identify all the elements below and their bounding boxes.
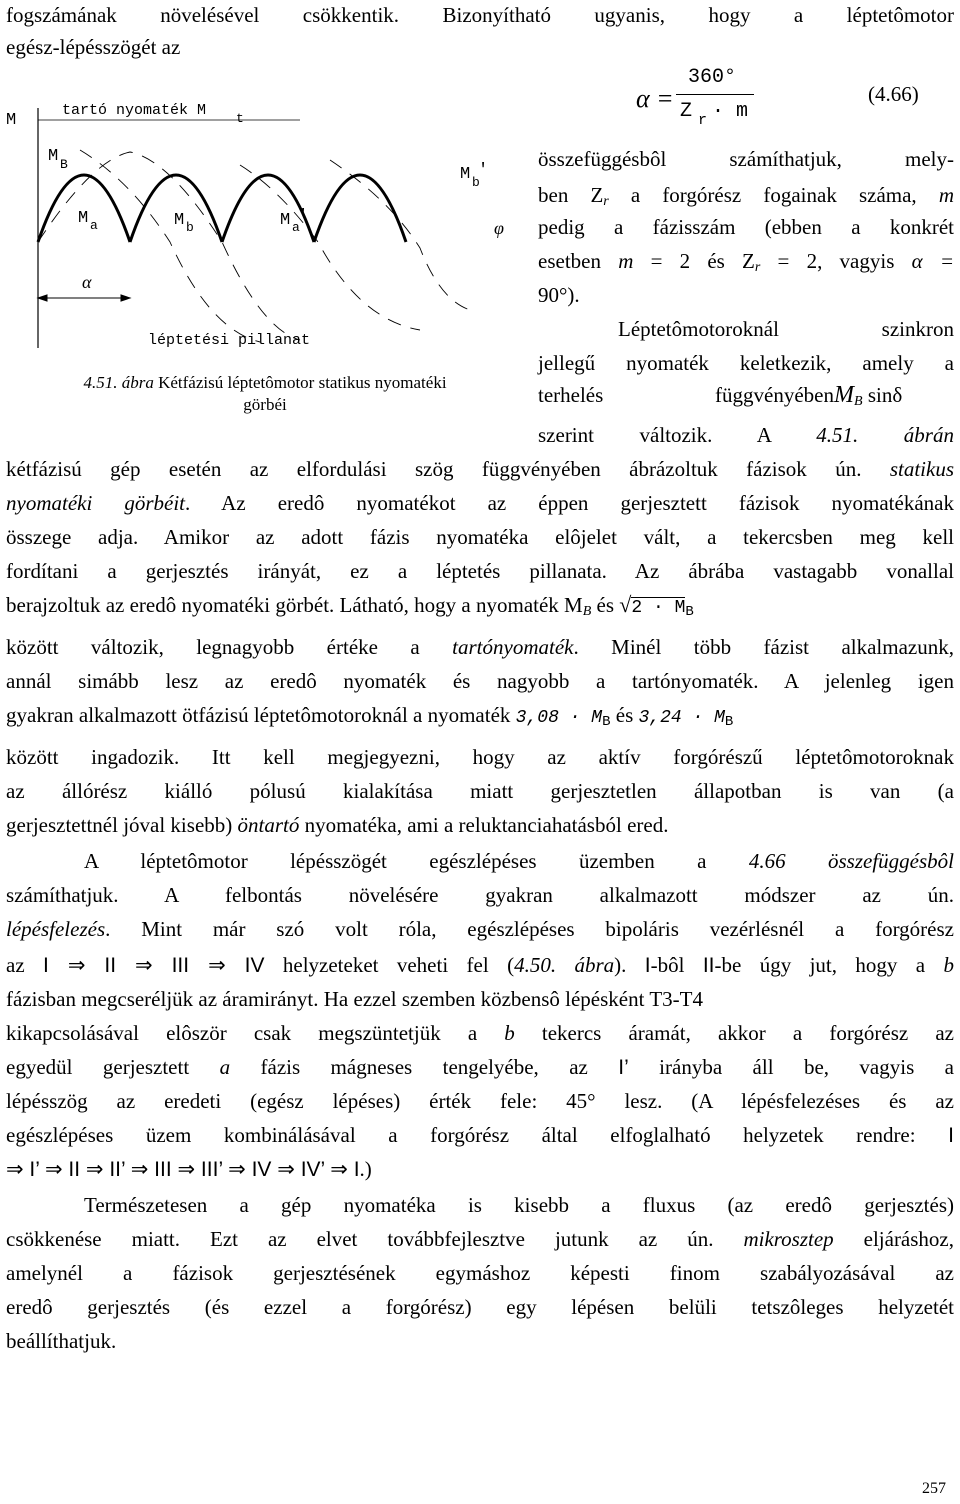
text-line: amelynél a fázisok gerjesztésének egymáshoz képesti finom szabályozásával az xyxy=(6,1261,954,1285)
text-line: Természetesen a gép nyomatéka is kisebb a fluxus (az eredô gerjesztés) xyxy=(84,1193,954,1217)
phase-curve-a-prime xyxy=(240,165,420,330)
label-ma-prime-sub: a xyxy=(292,220,300,235)
text-line: kikapcsolásával elôször csak megszüntetjük a b tekercs áramát, akkor a forgórész az xyxy=(6,1021,954,1045)
text-line: számíthatjuk. A felbontás növelésére gyakran alkalmazott módszer az ún. xyxy=(6,883,954,907)
step-instant-label: léptetési pillanat xyxy=(148,332,311,349)
figure-caption xyxy=(0,372,530,416)
label-mb: M xyxy=(48,147,59,166)
text-line: nyomatéki görbéit. Az eredô nyomatékot az éppen gerjesztett fázisok nyomatékának xyxy=(6,491,954,515)
text-line: összege adja. Amikor az adott fázis nyomatéka elôjelet vált, a tekercsben meg kell xyxy=(6,525,954,549)
text-line: kétfázisú gép esetén az elfordulási szög függvényében ábrázoltuk fázisok ún. statikus xyxy=(6,457,954,481)
text-line: gyakran alkalmazott ötfázisú léptetômotoroknál a nyomaték $3,08 \cdot M_B$ és $3,24 \cdot M_B$ xyxy=(6,703,734,730)
holding-torque-label: tartó nyomaték M xyxy=(62,102,207,119)
text-line: egyedül gerjesztett a fázis mágneses tengelyébe, az I’ irányba áll be, vagyis a xyxy=(6,1055,954,1079)
text-line: fázisban megcseréljük az áramirányt. Ha ezzel szemben közbensô lépésként T3-T4 xyxy=(6,987,703,1011)
text-line: között ingadozik. Itt kell megjegyezni, hogy az aktív forgórészű léptetômotoroknak xyxy=(6,745,954,769)
formula-den-m: · m xyxy=(712,100,749,123)
label-ma-prime: M xyxy=(280,211,291,230)
label-mb-prime-sub: b xyxy=(472,175,480,190)
text-line: eredô gerjesztés (és ezzel a forgórész) egy lépésen belüli tetszôleges helyzetét xyxy=(6,1295,954,1319)
phase-curve-b-prime xyxy=(330,160,470,310)
text-line: ⇒ I’ ⇒ II ⇒ II’ ⇒ III ⇒ III’ ⇒ IV ⇒ IV’ ⇒ I.) xyxy=(6,1157,372,1181)
label-mb-prime-mark: ' xyxy=(478,161,489,180)
label-mb-phase: M xyxy=(174,211,185,230)
text-line: lépésfelezés. Mint már szó volt róla, egészlépéses bipoláris vezérlésnél a forgórész xyxy=(6,917,954,941)
resultant-arch-2 xyxy=(130,175,222,242)
axis-label-m: M xyxy=(6,111,17,130)
torque-curve-figure xyxy=(0,90,530,360)
resultant-arch-4 xyxy=(314,175,406,242)
label-mb-prime: M xyxy=(460,165,471,184)
caption-text-2: görbéi xyxy=(243,395,287,414)
angle-phi-label: φ xyxy=(494,218,504,238)
text-line: Léptetômotoroknál szinkron xyxy=(618,317,954,341)
caption-text: Kétfázisú léptetômotor statikus nyomatéki xyxy=(158,373,447,392)
label-ma-sub: a xyxy=(90,218,98,233)
text-line: fogszámának növelésével csökkentik. Bizonyítható ugyanis, hogy a léptetômotor xyxy=(6,3,954,27)
formula-den-r: r xyxy=(698,112,708,129)
label-mb-sub: B xyxy=(60,157,68,172)
text-line: egész-lépésszögét az xyxy=(6,35,181,59)
equation-number: (4.66) xyxy=(868,82,919,106)
formula-lhs: α = xyxy=(636,84,674,113)
text-line: terhelés függvényébenM$_B$ sinδ xyxy=(538,382,903,409)
text-line: egészlépéses üzem kombinálásával a forgórész által elfoglalható helyzetek rendre: I xyxy=(6,1123,954,1147)
text-line: annál simább lesz az eredô nyomaték és nagyobb a tartónyomaték. A jelenleg igen xyxy=(6,669,954,693)
text-line: fordítani a gerjesztés irányát, ez a léptetés pillanata. Az ábrába vastagabb vonallal xyxy=(6,559,954,583)
text-line: berajzoltuk az eredô nyomatéki görbét. Látható, hogy a nyomaték $M_B$ és $√2 \cdot M_B$ xyxy=(6,592,694,620)
text-line: lépésszög az eredeti (egész lépéses) érték fele: 45° lesz. (A lépésfelezéses és az xyxy=(6,1089,954,1113)
text-line: szerint változik. A 4.51. ábrán xyxy=(538,423,954,447)
label-mb-phase-sub: b xyxy=(186,220,194,235)
text-line: között változik, legnagyobb értéke a tartónyomaték. Minél több fázist alkalmazunk, xyxy=(6,635,954,659)
formula-numerator: 360° xyxy=(688,66,737,89)
holding-torque-label-sub: t xyxy=(236,111,244,126)
fraction-bar xyxy=(676,94,754,95)
text-line: ben $Z_r$ a forgórész fogainak száma, m xyxy=(538,183,954,209)
caption-number: 4.51. ábra xyxy=(83,373,154,392)
formula-den-z: Z xyxy=(680,100,693,123)
arrow-head xyxy=(38,295,47,301)
arrow-head xyxy=(121,295,130,301)
text-line: beállíthatjuk. xyxy=(6,1329,117,1353)
text-line: az állórész kiálló pólusú kialakítása miatt gerjesztetlen állapotban is van (a xyxy=(6,779,954,803)
text-line: A léptetômotor lépésszögét egészlépéses üzemben a 4.66 összefüggésbôl xyxy=(84,849,954,873)
phase-curve-b xyxy=(80,150,260,342)
text-line: az I ⇒ II ⇒ III ⇒ IV helyzeteket veheti fel (4.50. ábra). I-bôl II-be úgy jut, hogy a b xyxy=(6,953,954,977)
text-line: esetben m = 2 és $Z_r = 2$, vagyis α = xyxy=(538,249,954,275)
label-ma-prime-mark: ' xyxy=(298,207,309,226)
text-line: 90°). xyxy=(538,283,580,307)
page-number: 257 xyxy=(922,1480,946,1497)
text-line: gerjesztettnél jóval kisebb) öntartó nyomatéka, ami a reluktanciahatásból ered. xyxy=(6,813,669,837)
text-line: csökkenése miatt. Ezt az elvet továbbfejlesztve jutunk az ún. mikrosztep eljáráshoz, xyxy=(6,1227,955,1251)
text-line: összefüggésbôl számíthatjuk, mely- xyxy=(538,147,954,171)
label-ma: M xyxy=(78,209,89,228)
text-line: pedig a fázisszám (ebben a konkrét xyxy=(538,215,954,239)
text-line: jellegű nyomaték keletkezik, amely a xyxy=(538,351,954,375)
step-angle-alpha-label: α xyxy=(82,272,92,292)
